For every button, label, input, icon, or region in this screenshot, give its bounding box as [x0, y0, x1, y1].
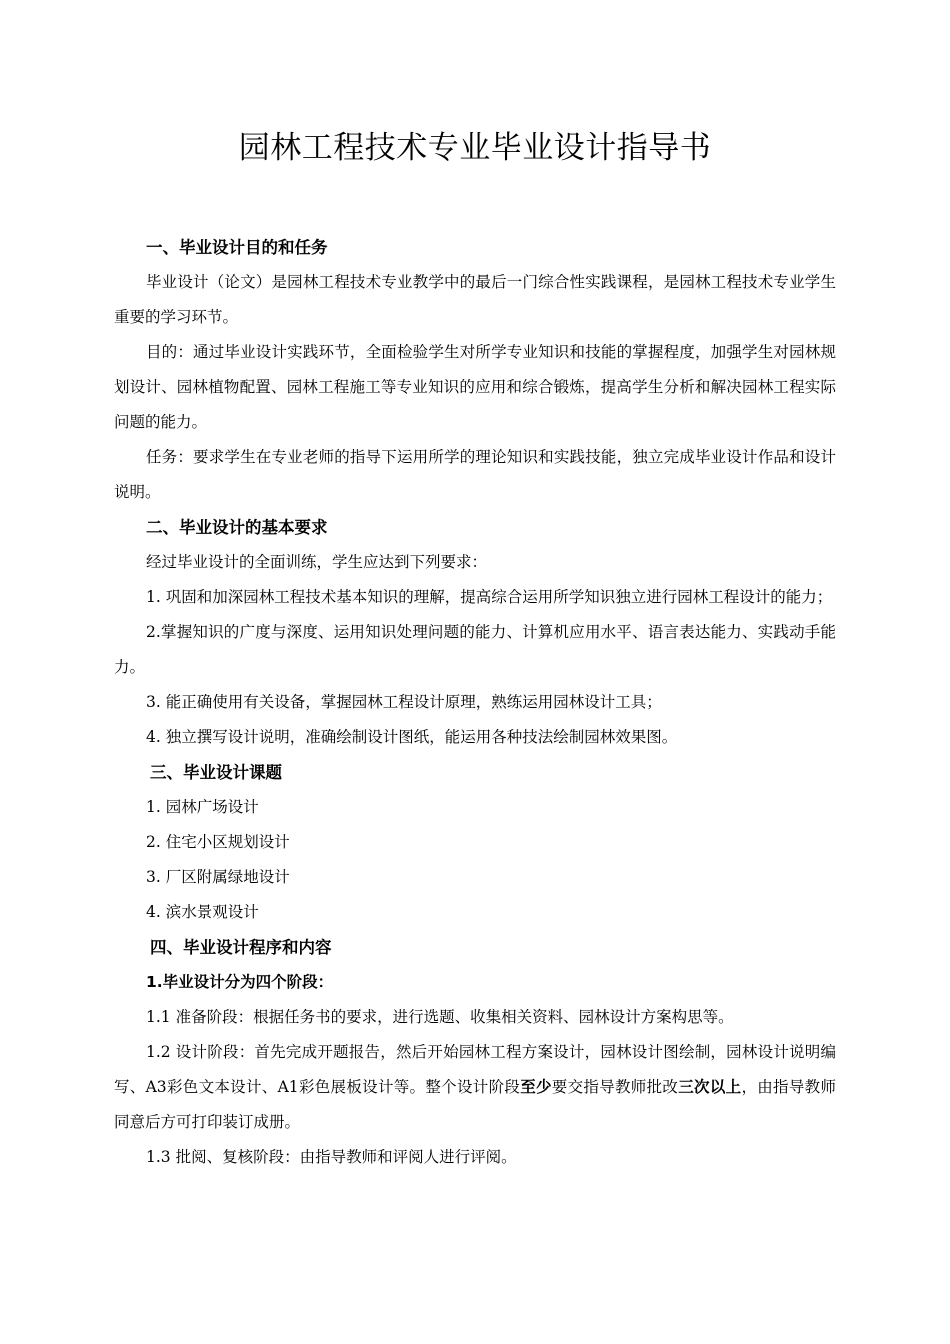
document-body: [114, 230, 836, 1175]
stage-1-2: [114, 1035, 836, 1140]
section-4-subheading: 1.毕业设计分为四个阶段：: [146, 973, 334, 991]
stage-1-2-text: 要交指导教师批改: [551, 1078, 679, 1096]
section-1-heading: 一、毕业设计目的和任务: [146, 238, 328, 257]
requirement-item: 2.掌握知识的广度与深度、运用知识处理问题的能力、计算机应用水平、语言表达能力、实践动手能力。: [114, 623, 836, 676]
emphasis-at-least: 至少: [520, 1078, 552, 1096]
stage-1-3: 1.3 批阅、复核阶段：由指导教师和评阅人进行评阅。: [146, 1148, 517, 1166]
document-title: 园林工程技术专业毕业设计指导书: [238, 129, 712, 166]
section-1-purpose: 目的：通过毕业设计实践环节，全面检验学生对所学专业知识和技能的掌握程度，加强学生对园林规划设计、园林植物配置、园林工程施工等专业知识的应用和综合锻炼，提高学生分析和解决园林工程实际问题的能力。: [114, 343, 836, 431]
stage-1-1: 1.1 准备阶段：根据任务书的要求，进行选题、收集相关资料、园林设计方案构思等。: [146, 1008, 734, 1026]
requirement-item: 3. 能正确使用有关设备，掌握园林工程设计原理，熟练运用园林设计工具；: [146, 693, 662, 711]
section-1-intro: 毕业设计（论文）是园林工程技术专业教学中的最后一门综合性实践课程，是园林工程技术专业学生重要的学习环节。: [114, 273, 836, 326]
section-2-heading: 二、毕业设计的基本要求: [146, 518, 328, 537]
section-4-heading: 四、毕业设计程序和内容: [150, 938, 332, 957]
emphasis-three-times: 三次以上: [678, 1078, 742, 1096]
topic-item: 2. 住宅小区规划设计: [146, 833, 290, 851]
topic-item: 1. 园林广场设计: [146, 798, 259, 816]
topic-item: 3. 厂区附属绿地设计: [146, 868, 290, 886]
requirement-item: 4. 独立撰写设计说明，准确绘制设计图纸，能运用各种技法绘制园林效果图。: [146, 728, 678, 746]
stage-1-2-text: 1.2 设计阶段：首先完成开题报告，然后开始园林工程方案设计，园林设计图绘制，园林设计说明编写、A3彩色文本设计、A1彩色展板设计等。整个设计阶段: [114, 1043, 836, 1096]
section-1-task: 任务：要求学生在专业老师的指导下运用所学的理论知识和实践技能，独立完成毕业设计作品和设计说明。: [114, 448, 836, 501]
topic-item: 4. 滨水景观设计: [146, 903, 259, 921]
section-2-intro: 经过毕业设计的全面训练，学生应达到下列要求：: [146, 553, 488, 571]
stage-1-2-text: ，由指导教师同意后方可打印装订成册。: [114, 1078, 836, 1131]
section-3-heading: 三、毕业设计课题: [150, 763, 282, 782]
requirement-item: 1. 巩固和加深园林工程技术基本知识的理解，提高综合运用所学知识独立进行园林工程设计的能力；: [146, 588, 833, 606]
